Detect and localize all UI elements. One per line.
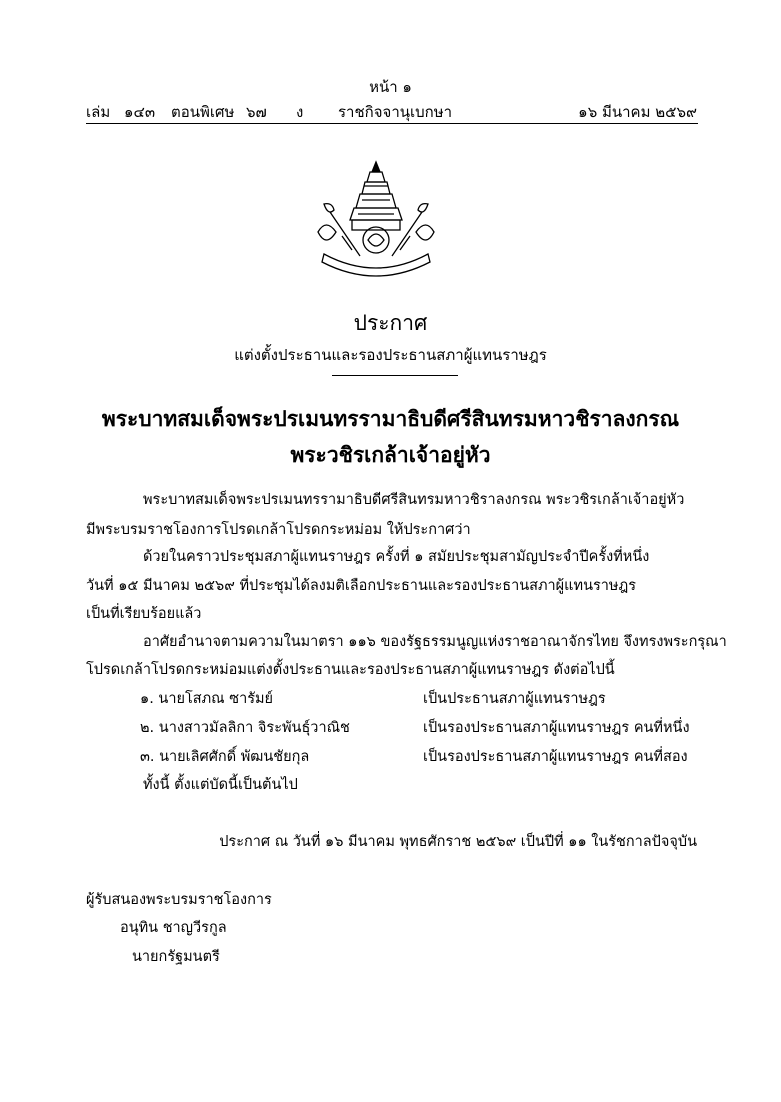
announcement-title: ประกาศ — [353, 311, 428, 335]
paragraph-line: พระบาทสมเด็จพระปรเมนทรรามาธิบดีศรีสินทรมหาวชิราลงกรณ พระวชิรเกล้าเจ้าอยู่หัว — [143, 492, 685, 508]
appointee-position: เป็นประธานสภาผู้แทนราษฎร — [423, 691, 606, 707]
section-label: ตอนพิเศษ — [171, 103, 235, 121]
paragraph-line: มีพระบรมราชโองการโปรดเกล้าโปรดกระหม่อม ให้ประกาศว่า — [86, 522, 471, 538]
section-number: ๖๗ — [246, 103, 267, 121]
appointee-position: เป็นรองประธานสภาผู้แทนราษฎร คนที่สอง — [423, 749, 688, 765]
volume-label: เล่ม — [86, 103, 111, 121]
paragraph-line: วันที่ ๑๕ มีนาคม ๒๕๖๙ ที่ประชุมได้ลงมติเลือกประธานและรองประธานสภาผู้แทนราษฎร — [86, 578, 637, 594]
page-number: หน้า ๑ — [369, 78, 412, 96]
appointee-position: เป็นรองประธานสภาผู้แทนราษฎร คนที่หนึ่ง — [423, 720, 690, 736]
king-title-line-1: พระบาทสมเด็จพระปรเมนทรรามาธิบดีศรีสินทรมหาวชิราลงกรณ — [101, 407, 680, 431]
paragraph-line: อาศัยอำนาจตามความในมาตรา ๑๑๖ ของรัฐธรรมนูญแห่งราชอาณาจักรไทย จึงทรงพระกรุณา — [143, 634, 727, 650]
effective-clause: ทั้งนี้ ตั้งแต่บัดนี้เป็นต้นไป — [143, 777, 298, 793]
header-date: ๑๖ มีนาคม ๒๕๖๙ — [578, 103, 697, 121]
volume-number: ๑๔๓ — [124, 103, 156, 121]
appointee-name: ๓. นายเลิศศักดิ์ พัฒนชัยกุล — [140, 749, 310, 765]
royal-emblem-icon — [312, 158, 440, 286]
announcement-subtitle: แต่งตั้งประธานและรองประธานสภาผู้แทนราษฎร — [234, 346, 547, 364]
appointee-name: ๒. นางสาวมัลลิกา จิระพันธุ์วาณิช — [140, 720, 350, 736]
paragraph-line: ด้วยในคราวประชุมสภาผู้แทนราษฎร ครั้งที่ ๑ สมัยประชุมสามัญประจำปีครั้งที่หนึ่ง — [143, 549, 650, 565]
appointee-name: ๑. นายโสภณ ซารัมย์ — [140, 691, 274, 707]
countersign-title: นายกรัฐมนตรี — [132, 949, 220, 965]
title-rule — [332, 375, 458, 376]
gazette-name: ราชกิจจานุเบกษา — [338, 103, 453, 121]
series-letter: ง — [296, 103, 304, 121]
paragraph-line: เป็นที่เรียบร้อยแล้ว — [86, 606, 202, 622]
header-rule — [86, 123, 698, 124]
king-title-line-2: พระวชิรเกล้าเจ้าอยู่หัว — [290, 443, 491, 467]
countersign-name: อนุทิน ชาญวีรกูล — [120, 920, 227, 936]
countersign-role: ผู้รับสนองพระบรมราชโองการ — [86, 892, 272, 908]
paragraph-line: โปรดเกล้าโปรดกระหม่อมแต่งตั้งประธานและรองประธานสภาผู้แทนราษฎร ดังต่อไปนี้ — [86, 662, 615, 678]
dated-line: ประกาศ ณ วันที่ ๑๖ มีนาคม พุทธศักราช ๒๕๖๙ เป็นปีที่ ๑๑ ในรัชกาลปัจจุบัน — [219, 834, 697, 850]
